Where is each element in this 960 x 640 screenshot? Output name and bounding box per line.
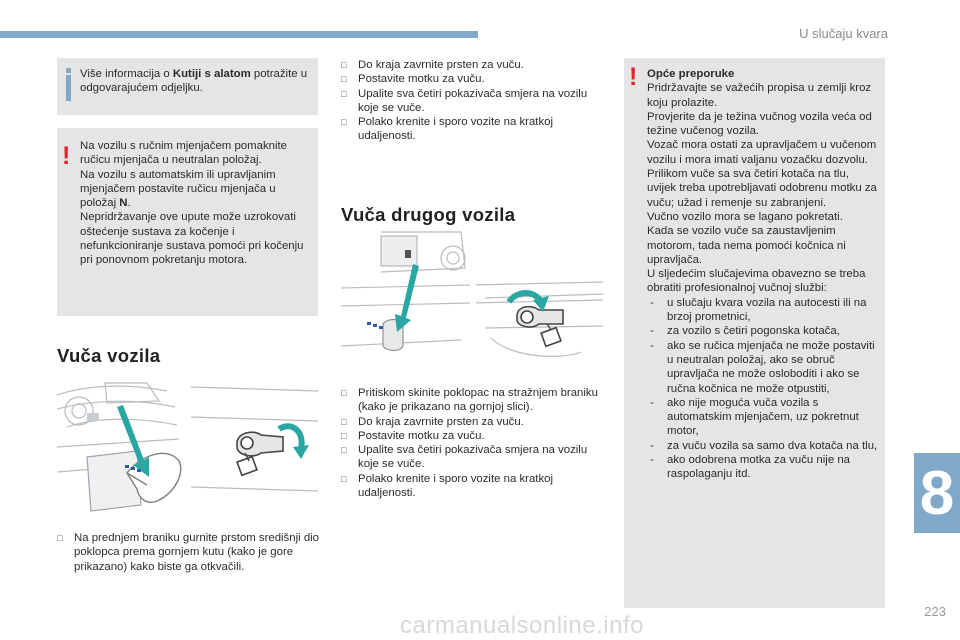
- front-bumper-drawing: [57, 377, 318, 520]
- general-recommendations-box: [624, 58, 885, 608]
- list-item: □ Polako krenite i sporo vozite na kratkoj udaljenosti.: [341, 472, 603, 501]
- header-accent-bar: [0, 31, 478, 38]
- list-item: □ Polako krenite i sporo vozite na kratkoj udaljenosti.: [341, 115, 603, 144]
- info-text-start: Više informacija o: [80, 68, 173, 80]
- front-bumper-illustration: [57, 377, 318, 520]
- list-item: □ Postavite motku za vuču.: [341, 429, 603, 443]
- tow-steps-list: [341, 58, 603, 144]
- front-tow-instructions: [57, 531, 319, 574]
- list-item: □ Upalite sva četiri pokazivača smjera na vozilu koje se vuče.: [341, 87, 603, 116]
- recommendations-title: Opće preporuke: [647, 68, 735, 80]
- recommendation-paragraph: Vozač mora ostati za upravljačem u vučenom vozilu i mora imati valjanu vozačku dozvolu.: [647, 139, 877, 166]
- info-icon: [66, 75, 71, 101]
- warning-box: [57, 128, 318, 316]
- info-text-bold: Kutiji s alatom: [172, 68, 251, 80]
- info-text-end: potražite u odgovarajućem odjeljku.: [80, 68, 308, 95]
- professional-service-cases: [647, 296, 880, 482]
- gear-position-letter: N: [119, 197, 128, 210]
- info-text: [80, 67, 312, 96]
- list-item: □ Pritiskom skinite poklopac na stražnjem braniku (kako je prikazano na gornjoj slici).: [341, 386, 603, 415]
- warning-line-automatic-text: Na vozilu s automatskim ili upravljanim mjenjačem postavite ručicu mjenjača u položaj: [80, 168, 276, 210]
- list-item: - za vuču vozila sa samo dva kotača na tlu,: [647, 439, 880, 453]
- warning-line-consequence: Nepridržavanje ove upute može uzrokovati oštećenje sustava za kočenje i nefunkcioniranje sustava pomoći pri kočenju pri ponovnom pokretanju motora.: [80, 211, 304, 267]
- list-item: - ako nije moguća vuča vozila s automatskim mjenjačem, uz pokretnut motor,: [647, 396, 880, 439]
- list-item: □ Do kraja zavrnite prsten za vuču.: [341, 415, 603, 429]
- list-item: - ako se ručica mjenjača ne može postaviti u neutralan položaj, ako se obruč upravljača ne može osloboditi i ako se ručna kočnica ne može otpustiti,: [647, 339, 880, 396]
- rear-bumper-drawing: [341, 228, 603, 378]
- list-item: □ Postavite motku za vuču.: [341, 72, 603, 86]
- list-item: □ Do kraja zavrnite prsten za vuču.: [341, 58, 603, 72]
- recommendation-paragraph: U sljedećim slučajevima obavezno se treba obratiti profesionalnoj vučnoj službi:: [647, 268, 866, 295]
- list-item: - ako odobrena motka za vuču nije na raspolaganju itd.: [647, 453, 880, 482]
- warning-icon: !: [62, 142, 71, 170]
- section-heading-tow-vehicle: Vuča vozila: [57, 345, 161, 366]
- rear-tow-instructions: [341, 386, 603, 500]
- list-item: □ Upalite sva četiri pokazivača smjera na vozilu koje se vuče.: [341, 443, 603, 472]
- chapter-number-tab: 8: [914, 453, 960, 533]
- list-item: - u slučaju kvara vozila na autocesti ili na brzoj prometnici,: [647, 296, 880, 325]
- chapter-title: U slučaju kvara: [799, 26, 888, 41]
- recommendation-paragraph: Pridržavajte se važećih propisa u zemlji kroz koju prolazite.: [647, 82, 872, 109]
- warning-icon: !: [629, 63, 638, 91]
- recommendations-text: [647, 67, 880, 482]
- watermark: carmanualsonline.info: [400, 612, 644, 639]
- warning-period: .: [127, 197, 131, 210]
- recommendation-paragraph: Prilikom vuče sa sva četiri kotača na tlu, uvijek treba upotrebljavati odobrenu motku za vuču; užad i remenje su zabranjeni.: [647, 168, 877, 209]
- list-item: □ Na prednjem braniku gurnite prstom središnji dio poklopca prema gornjem kutu (kako je gore prikazano) kako biste ga otkvačili.: [57, 531, 319, 574]
- warning-line-manual: Na vozilu s ručnim mjenjačem pomaknite ručicu mjenjača u neutralan položaj.: [80, 140, 288, 167]
- list-item: - za vozilo s četiri pogonska kotača,: [647, 324, 880, 338]
- warning-line-automatic: [80, 168, 312, 211]
- rear-bumper-illustration: [341, 228, 603, 378]
- recommendation-paragraph: Kada se vozilo vuče sa zaustavljenim motorom, tada nema pomoći kočnica ni upravljača.: [647, 225, 846, 266]
- info-box: [57, 58, 318, 115]
- page-number: 223: [924, 604, 946, 619]
- recommendation-paragraph: Provjerite da je težina vučnog vozila veća od težine vučenog vozila.: [647, 110, 872, 138]
- recommendation-paragraph: Vučno vozilo mora se lagano pokretati.: [647, 210, 843, 223]
- section-heading-tow-other-vehicle: Vuča drugog vozila: [341, 204, 516, 225]
- warning-text: [80, 139, 312, 268]
